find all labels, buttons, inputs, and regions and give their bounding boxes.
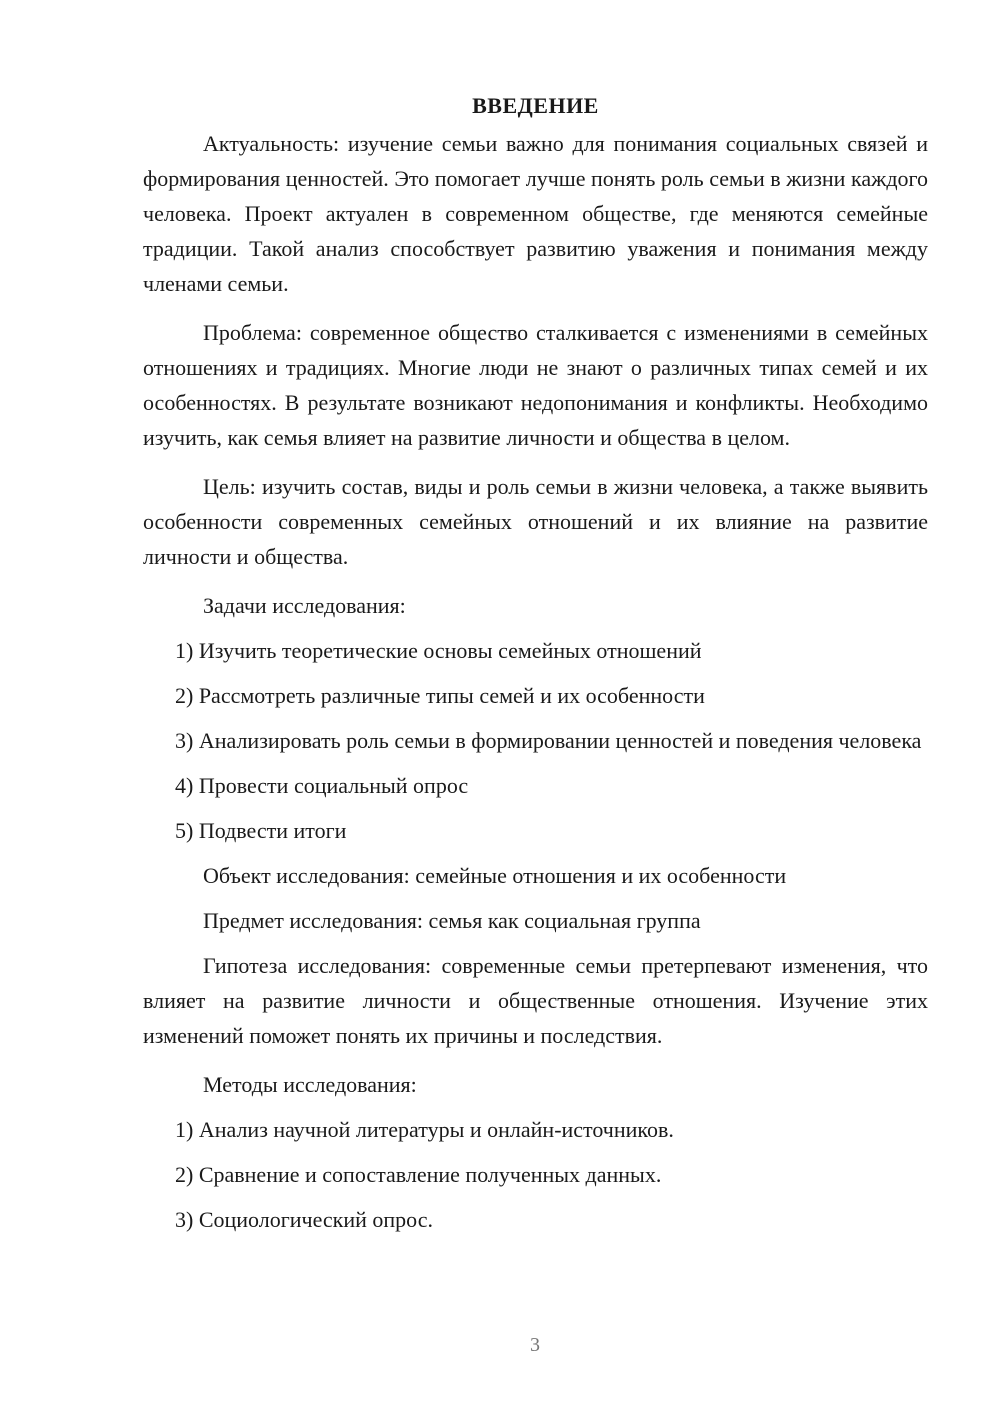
problem-paragraph: Проблема: современное общество сталкивается с изменениями в семейных отношениях и традициях. Многие люди не знают о различных типах семей и их особенностях. В результате возникают недопонимания и конфликты. Необходимо изучить, как семья влияет на развитие личности и общества в целом.: [143, 320, 928, 450]
goal-paragraph: Цель: изучить состав, виды и роль семьи в жизни человека, а также выявить особенности современных семейных отношений и их влияние на развитие личности и общества.: [143, 474, 928, 569]
subject-paragraph: Предмет исследования: семья как социальная группа: [203, 908, 701, 933]
method-item: 1) Анализ научной литературы и онлайн-источников.: [175, 1117, 674, 1142]
document-page: [143, 92, 928, 1247]
task-item: 3) Анализировать роль семьи в формировании ценностей и поведения человека: [175, 728, 922, 753]
methods-label: Методы исследования:: [203, 1072, 417, 1097]
hypothesis-paragraph: Гипотеза исследования: современные семьи претерпевают изменения, что влияет на развитие личности и общественные отношения. Изучение этих изменений поможет понять их причины и последствия.: [143, 953, 928, 1048]
methods-list: [143, 1112, 928, 1237]
section-title: ВВЕДЕНИЕ: [472, 93, 599, 118]
object-paragraph: Объект исследования: семейные отношения и их особенности: [203, 863, 787, 888]
method-item: 2) Сравнение и сопоставление полученных данных.: [175, 1162, 662, 1187]
task-item: 5) Подвести итоги: [175, 818, 347, 843]
relevance-paragraph: Актуальность: изучение семьи важно для понимания социальных связей и формирования ценностей. Это помогает лучше понять роль семьи в жизни каждого человека. Проект актуален в современном обществе, где меняются семейные традиции. Такой анализ способствует развитию уважения и понимания между членами семьи.: [143, 131, 928, 296]
task-item: 4) Провести социальный опрос: [175, 773, 469, 798]
method-item: 3) Социологический опрос.: [175, 1207, 433, 1232]
page-number: 3: [530, 1334, 540, 1356]
tasks-list: [143, 633, 928, 848]
tasks-label: Задачи исследования:: [203, 593, 406, 618]
task-item: 1) Изучить теоретические основы семейных отношений: [175, 638, 702, 663]
task-item: 2) Рассмотреть различные типы семей и их особенности: [175, 683, 705, 708]
